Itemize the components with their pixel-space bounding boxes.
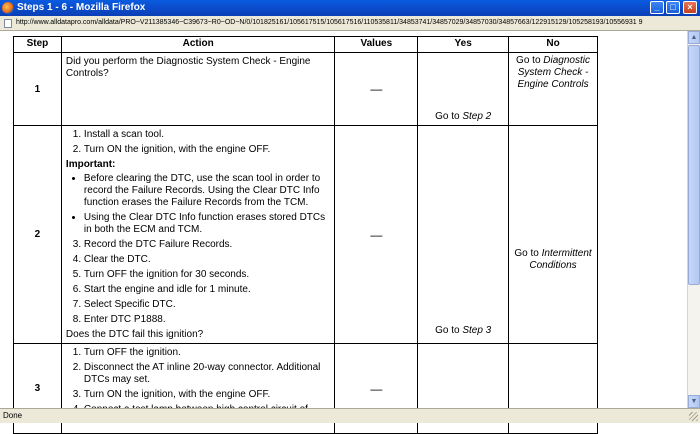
list-item: 2. Turn ON the ignition, with the engine OFF.: [84, 144, 330, 156]
action-cell: [61, 53, 334, 126]
list-item: 4. Clear the DTC.: [84, 254, 330, 266]
values-cell: —: [335, 344, 418, 434]
list-item: 1. Turn OFF the ignition.: [84, 347, 330, 359]
action-steps-list: [66, 347, 330, 416]
action-cell: [61, 126, 334, 344]
scroll-down-arrow-icon[interactable]: ▼: [688, 395, 700, 408]
action-steps-list: [66, 239, 330, 326]
window-title-bar[interactable]: [0, 0, 700, 16]
list-item: 3. Turn ON the ignition, with the engine OFF.: [84, 389, 330, 401]
header-action: Action: [61, 37, 334, 53]
no-goto[interactable]: [509, 248, 597, 272]
url-text[interactable]: http://www.alldatapro.com/alldata/PRO~V211385346~C39673~R0~OD~N/0/101825161/105617515/105617516/110535811/34853741/34857029/34857030/34857663/122915129/105258193/10556931 9: [16, 19, 643, 26]
yes-cell: [418, 126, 509, 344]
list-item: 6. Start the engine and idle for 1 minute.: [84, 284, 330, 296]
header-step: Step: [14, 37, 62, 53]
action-question: Did you perform the Diagnostic System Check - Engine Controls?: [65, 56, 311, 79]
list-item: 8. Enter DTC P1888.: [84, 314, 330, 326]
firefox-icon: [2, 2, 14, 14]
step-2-link[interactable]: Step 2: [462, 111, 492, 122]
no-goto[interactable]: [509, 53, 597, 91]
yes-goto[interactable]: [418, 325, 508, 336]
resize-grip-icon[interactable]: [689, 412, 698, 421]
goto-prefix: Go to: [435, 111, 463, 122]
diagnostic-system-check-link[interactable]: Diagnostic System Check - Engine Controls: [517, 55, 590, 90]
table-header-row: [14, 37, 598, 53]
header-yes: Yes: [418, 37, 509, 53]
header-no: No: [509, 37, 598, 53]
intermittent-conditions-link[interactable]: Intermittent Conditions: [529, 247, 592, 271]
table-row: [14, 126, 598, 344]
list-item: 2. Disconnect the AT inline 20-way connector. Additional DTCs may set.: [84, 362, 330, 386]
step-number: 3: [14, 344, 62, 434]
status-bar: [0, 408, 700, 423]
vertical-scrollbar[interactable]: [687, 31, 700, 408]
scrollbar-thumb[interactable]: [688, 45, 700, 285]
list-item: 7. Select Specific DTC.: [84, 299, 330, 311]
list-item: • Using the Clear DTC Info function erases stored DTCs in both the ECM and TCM.: [84, 212, 330, 236]
list-item: • Before clearing the DTC, use the scan tool in order to record the Failure Records. Using the Clear DTC Info function erases the Failure Records from the TCM.: [84, 173, 330, 209]
action-question: Does the DTC fail this ignition?: [65, 329, 204, 340]
window-title: Steps 1 - 6 - Mozilla Firefox: [17, 2, 146, 13]
minimize-button[interactable]: _: [650, 1, 664, 14]
table-row: [14, 53, 598, 126]
page-icon: [4, 19, 12, 28]
header-values: Values: [335, 37, 418, 53]
no-cell: [509, 126, 598, 344]
maximize-button[interactable]: □: [666, 1, 680, 14]
close-button[interactable]: ×: [683, 1, 697, 14]
step-3-link[interactable]: Step 3: [462, 325, 492, 336]
step-number: 2: [14, 126, 62, 344]
values-cell: —: [335, 53, 418, 126]
yes-goto[interactable]: [418, 111, 508, 122]
diagnostic-steps-table: [13, 36, 598, 434]
goto-prefix: Go to: [516, 55, 544, 66]
page-content: [0, 31, 687, 408]
goto-prefix: Go to: [514, 247, 542, 259]
values-cell: —: [335, 126, 418, 344]
action-steps-list: [66, 129, 330, 156]
list-item: 1. Install a scan tool.: [84, 129, 330, 141]
goto-prefix: Go to: [435, 325, 463, 336]
step-number: 1: [14, 53, 62, 126]
scroll-up-arrow-icon[interactable]: ▲: [688, 31, 700, 44]
yes-cell: [418, 53, 509, 126]
no-cell: [509, 53, 598, 126]
important-bullets: [66, 173, 330, 236]
important-label: Important:: [65, 159, 116, 170]
list-item: 3. Record the DTC Failure Records.: [84, 239, 330, 251]
address-bar[interactable]: [0, 16, 700, 31]
list-item: 5. Turn OFF the ignition for 30 seconds.: [84, 269, 330, 281]
status-text: Done: [3, 411, 23, 420]
